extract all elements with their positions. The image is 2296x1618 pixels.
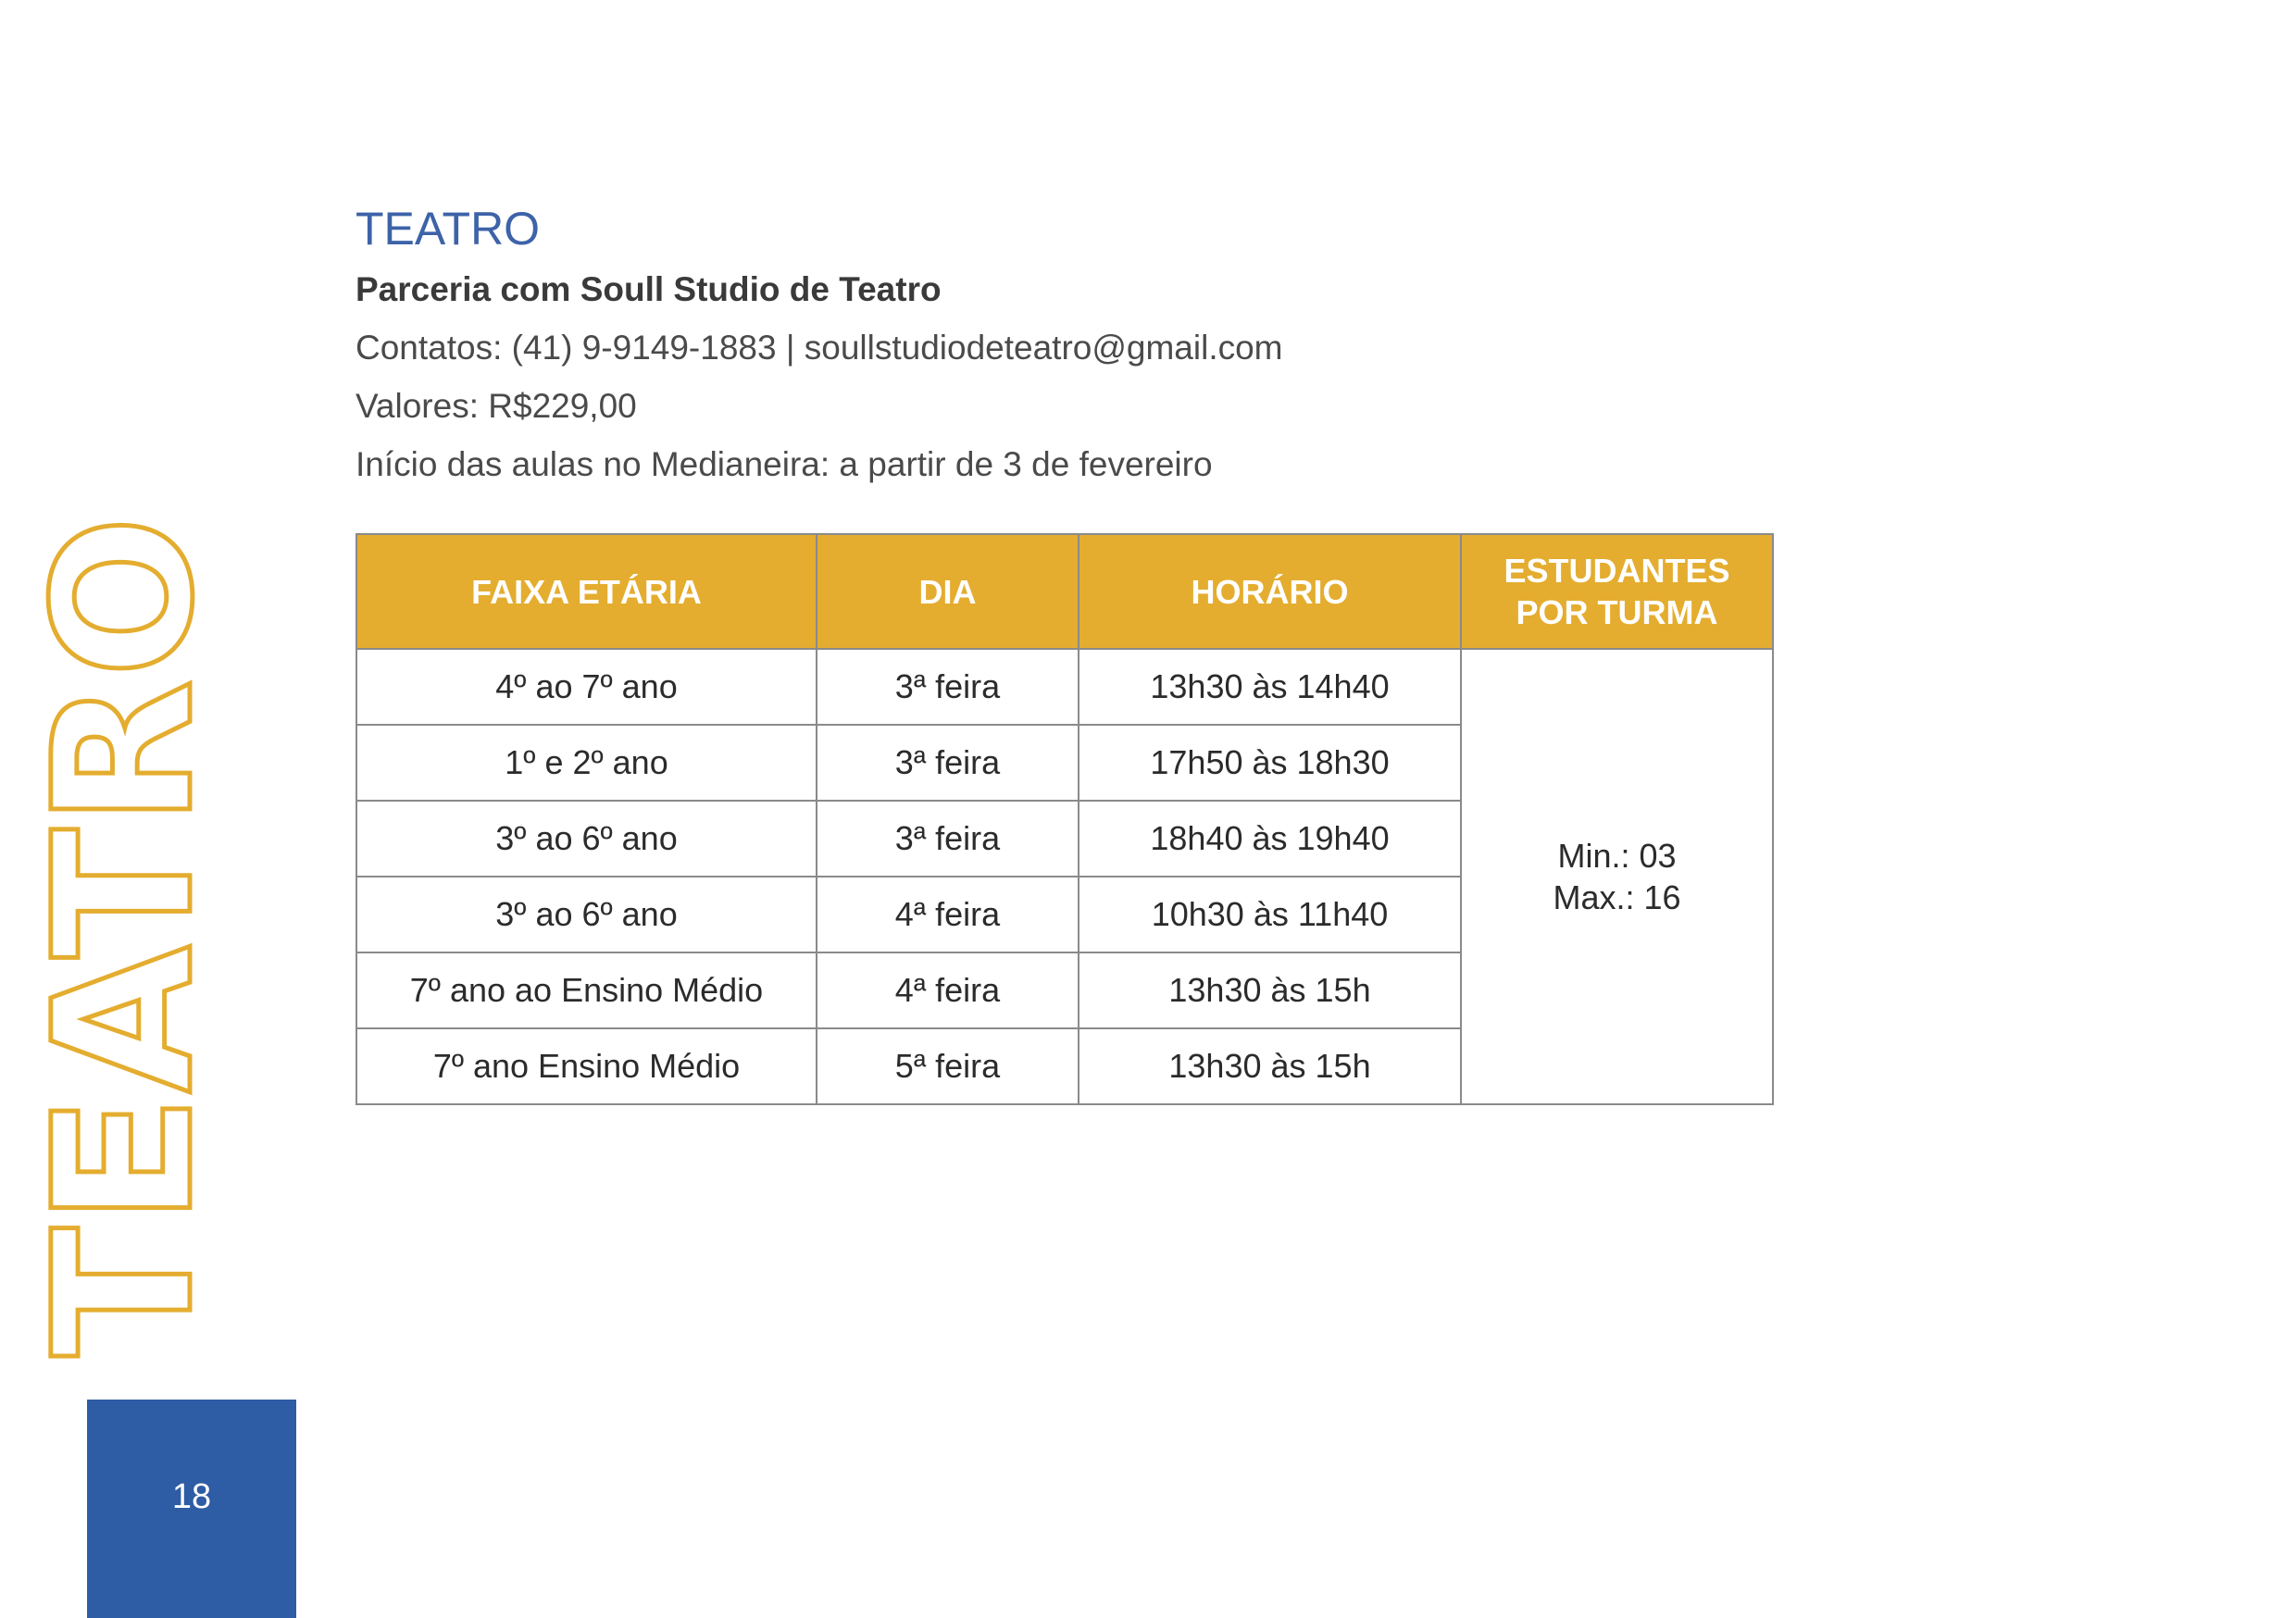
header-age-range: FAIXA ETÁRIA — [356, 534, 817, 649]
time-cell: 13h30 às 15h — [1079, 952, 1461, 1028]
age-cell: 1º e 2º ano — [356, 725, 817, 801]
day-cell: 3ª feira — [817, 801, 1079, 877]
contacts-line: Contatos: (41) 9-9149-1883 | soullstudiodeteatro@gmail.com — [356, 329, 1283, 367]
students-max: Max.: 16 — [1553, 878, 1681, 916]
header-students: ESTUDANTES POR TURMA — [1461, 534, 1773, 649]
time-cell: 10h30 às 11h40 — [1079, 877, 1461, 952]
time-cell: 13h30 às 15h — [1079, 1028, 1461, 1104]
start-date-line: Início das aulas no Medianeira: a partir de 3 de fevereiro — [356, 445, 1213, 483]
schedule-table — [356, 533, 1774, 1105]
day-cell: 4ª feira — [817, 952, 1079, 1028]
partner-subtitle: Parceria com Soull Studio de Teatro — [356, 270, 942, 308]
day-cell: 5ª feira — [817, 1028, 1079, 1104]
age-cell: 7º ano ao Ensino Médio — [356, 952, 817, 1028]
age-cell: 4º ao 7º ano — [356, 649, 817, 725]
section-header — [356, 205, 1781, 505]
age-cell: 3º ao 6º ano — [356, 877, 817, 952]
day-cell: 4ª feira — [817, 877, 1079, 952]
table-header-row — [356, 534, 1773, 649]
students-cell — [1461, 649, 1773, 1104]
day-cell: 3ª feira — [817, 725, 1079, 801]
price-line: Valores: R$229,00 — [356, 387, 637, 425]
age-cell: 3º ao 6º ano — [356, 801, 817, 877]
header-time: HORÁRIO — [1079, 534, 1461, 649]
students-min: Min.: 03 — [1557, 837, 1677, 875]
age-cell: 7º ano Ensino Médio — [356, 1028, 817, 1104]
page-number: 18 — [171, 1477, 212, 1516]
time-cell: 18h40 às 19h40 — [1079, 801, 1461, 877]
time-cell: 17h50 às 18h30 — [1079, 725, 1461, 801]
time-cell: 13h30 às 14h40 — [1079, 649, 1461, 725]
side-title-text: TEATRO — [13, 514, 235, 1357]
table-row — [356, 649, 1773, 725]
page-number-badge — [87, 1400, 296, 1618]
header-day: DIA — [817, 534, 1079, 649]
day-cell: 3ª feira — [817, 649, 1079, 725]
page-title: TEATRO — [356, 203, 541, 255]
